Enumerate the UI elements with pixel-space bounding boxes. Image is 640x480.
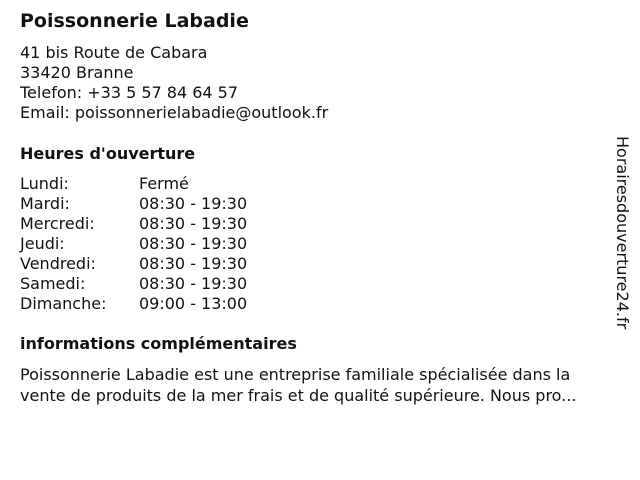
email-address: Email: poissonnerielabadie@outlook.fr xyxy=(20,103,329,122)
description-line: vente de produits de la mer frais et de qualité supérieure. Nous pro... xyxy=(20,386,577,405)
time-value: 08:30 - 19:30 xyxy=(139,274,248,293)
business-description xyxy=(20,364,630,406)
day-label: Mercredi: xyxy=(20,214,95,233)
day-label: Lundi: xyxy=(20,174,69,193)
day-label: Samedi: xyxy=(20,274,86,293)
time-value: 08:30 - 19:30 xyxy=(139,234,248,253)
hours-heading: Heures d'ouverture xyxy=(20,144,196,163)
day-label: Dimanche: xyxy=(20,294,107,313)
day-label: Vendredi: xyxy=(20,254,96,273)
street-address: 41 bis Route de Cabara xyxy=(20,43,208,62)
time-value: 08:30 - 19:30 xyxy=(139,214,248,233)
time-value: 08:30 - 19:30 xyxy=(139,254,248,273)
site-watermark: Horairesdouverture24.fr xyxy=(613,136,632,330)
time-value: 08:30 - 19:30 xyxy=(139,194,248,213)
time-value: Fermé xyxy=(139,174,189,193)
contact-block xyxy=(20,43,328,123)
business-name: Poissonnerie Labadie xyxy=(20,10,249,32)
info-heading: informations complémentaires xyxy=(20,334,297,353)
day-label: Mardi: xyxy=(20,194,70,213)
time-value: 09:00 - 13:00 xyxy=(139,294,248,313)
postal-city: 33420 Branne xyxy=(20,63,134,82)
day-label: Jeudi: xyxy=(20,234,65,253)
phone-number: Telefon: +33 5 57 84 64 57 xyxy=(20,83,239,102)
description-line: Poissonnerie Labadie est une entreprise familiale spécialisée dans la xyxy=(20,365,571,384)
